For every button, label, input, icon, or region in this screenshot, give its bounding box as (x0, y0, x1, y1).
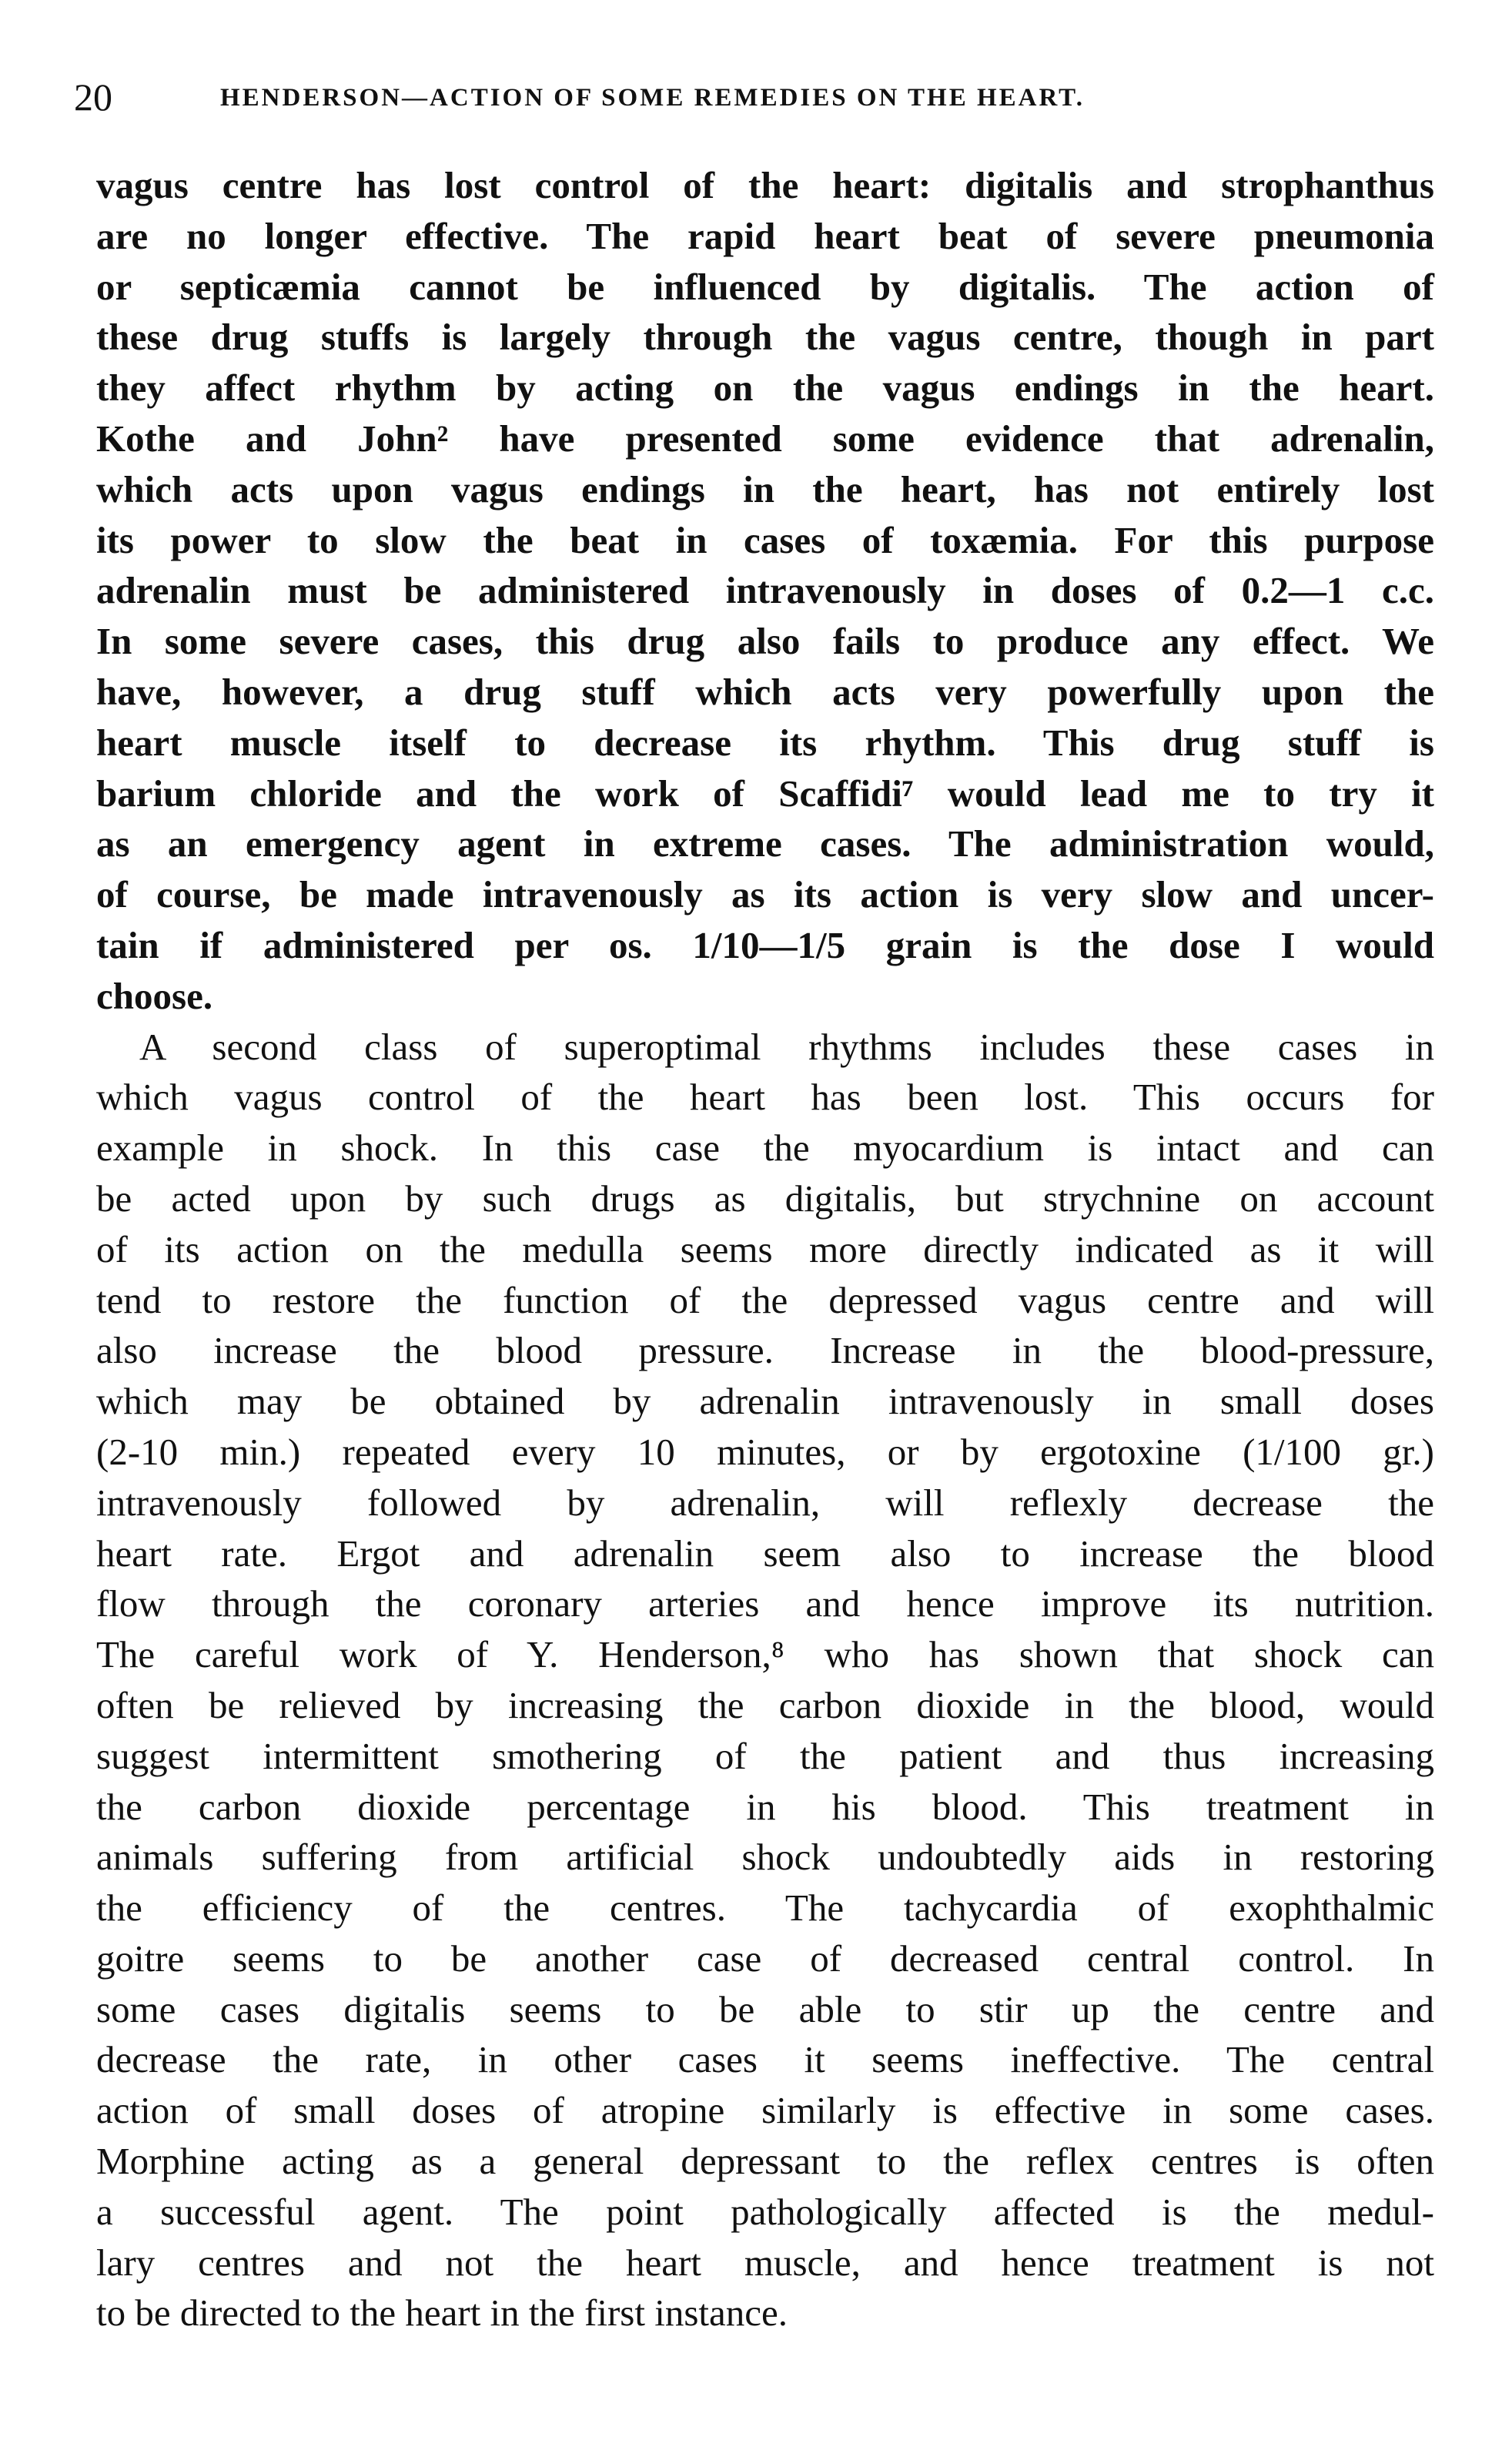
text-line: lary centres and not the heart muscle, and hence treatment is not (96, 2241, 1434, 2284)
text-line: A second class of superoptimal rhythms includes these cases in (139, 1025, 1434, 1068)
text-line: of course, be made intravenously as its action is very slow and uncer- (96, 873, 1434, 916)
page-header (74, 74, 1429, 120)
text-line: the carbon dioxide percentage in his blood. This treatment in (96, 1785, 1434, 1828)
text-line: tain if administered per os. 1/10—1/5 grain is the dose I would (96, 923, 1434, 966)
text-line: intravenously followed by adrenalin, will reflexly decrease the (96, 1481, 1434, 1524)
text-line: decrease the rate, in other cases it seems ineffective. The central (96, 2038, 1434, 2081)
text-line: these drug stuffs is largely through the vagus centre, though in part (96, 316, 1434, 359)
running-head: HENDERSON—ACTION OF SOME REMEDIES ON THE HEART. (220, 84, 1085, 112)
text-line: animals suffering from artificial shock undoubtedly aids in restoring (96, 1836, 1434, 1879)
text-line: vagus centre has lost control of the heart: digitalis and strophanthus (96, 164, 1434, 206)
text-line: a successful agent. The point pathologically affected is the medul- (96, 2190, 1434, 2233)
text-line: the efficiency of the centres. The tachycardia of exophthalmic (96, 1886, 1434, 1930)
text-line: or septicæmia cannot be influenced by digitalis. The action of (96, 265, 1434, 308)
text-line: which vagus control of the heart has been lost. This occurs for (96, 1076, 1434, 1119)
text-line: suggest intermittent smothering of the patient and thus increasing (96, 1734, 1434, 1777)
text-line: as an emergency agent in extreme cases. The administration would, (96, 822, 1434, 865)
text-line: choose. (96, 974, 213, 1017)
text-line: also increase the blood pressure. Increase in the blood-pressure, (96, 1329, 1434, 1372)
text-line: its power to slow the beat in cases of toxæmia. For this purpose (96, 518, 1434, 561)
text-line: example in shock. In this case the myocardium is intact and can (96, 1126, 1434, 1170)
text-line: which may be obtained by adrenalin intravenously in small doses (96, 1380, 1434, 1423)
text-line: goitre seems to be another case of decreased central control. In (96, 1937, 1434, 1980)
text-line: tend to restore the function of the depressed vagus centre and will (96, 1278, 1434, 1321)
text-line: be acted upon by such drugs as digitalis, but strychnine on account (96, 1177, 1434, 1220)
text-line: heart muscle itself to decrease its rhythm. This drug stuff is (96, 721, 1434, 764)
body-text (96, 160, 1434, 2338)
text-line: often be relieved by increasing the carbon dioxide in the blood, would (96, 1683, 1434, 1726)
text-line: of its action on the medulla seems more directly indicated as it will (96, 1227, 1434, 1270)
text-line: have, however, a drug stuff which acts very powerfully upon the (96, 670, 1434, 713)
text-line: barium chloride and the work of Scaffidi⁷ would lead me to try it (96, 772, 1434, 815)
text-line: are no longer effective. The rapid heart beat of severe pneumonia (96, 214, 1434, 257)
text-line: (2-10 min.) repeated every 10 minutes, or by ergotoxine (1/100 gr.) (96, 1430, 1434, 1473)
text-line: flow through the coronary arteries and hence improve its nutrition. (96, 1582, 1434, 1625)
text-line: action of small doses of atropine similarly is effective in some cases. (96, 2089, 1434, 2132)
text-line: which acts upon vagus endings in the heart, has not entirely lost (96, 467, 1434, 510)
text-line: to be directed to the heart in the first instance. (96, 2291, 788, 2335)
text-line: The careful work of Y. Henderson,⁸ who has shown that shock can (96, 1633, 1434, 1676)
text-line: adrenalin must be administered intravenously in doses of 0.2—1 c.c. (96, 569, 1434, 612)
page-number: 20 (74, 75, 112, 119)
text-line: heart rate. Ergot and adrenalin seem also to increase the blood (96, 1531, 1434, 1575)
text-line: In some severe cases, this drug also fails to produce any effect. We (96, 620, 1434, 663)
text-line: some cases digitalis seems to be able to stir up the centre and (96, 1987, 1434, 2030)
text-line: Kothe and John² have presented some evidence that adrenalin, (96, 417, 1434, 460)
text-line: they affect rhythm by acting on the vagus endings in the heart. (96, 367, 1434, 410)
paragraph (96, 160, 1434, 1022)
paragraph (96, 1022, 1434, 2339)
text-line: Morphine acting as a general depressant to the reflex centres is often (96, 2140, 1434, 2183)
